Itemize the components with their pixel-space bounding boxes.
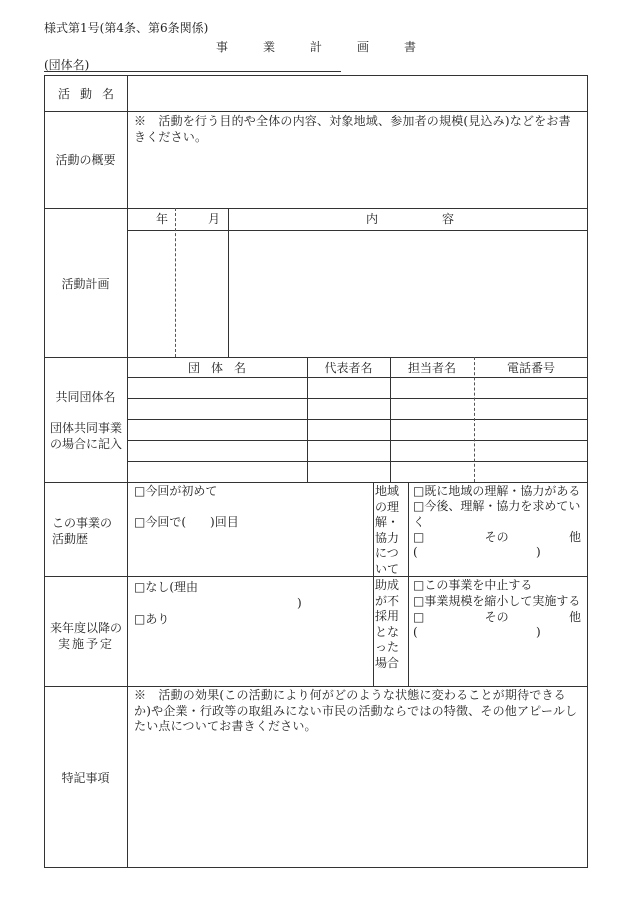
document-title	[216, 39, 416, 55]
partner-label: 共同団体名	[55, 390, 116, 404]
row-divider	[44, 482, 588, 483]
title-char: 事	[216, 40, 229, 54]
next-reason-close: )	[297, 596, 302, 610]
row-divider	[44, 357, 588, 358]
row-divider	[44, 686, 588, 687]
row-divider	[44, 208, 588, 209]
partner-sub-label: 団体共同事業の場合に記入	[50, 421, 123, 451]
activity-name-field[interactable]	[128, 76, 587, 111]
history-option-count[interactable]: □今回で( )回目	[134, 515, 239, 529]
special-field[interactable]	[128, 738, 587, 866]
title-char: 業	[262, 40, 275, 54]
overview-field[interactable]	[128, 145, 587, 207]
plan-content-field[interactable]	[229, 231, 587, 356]
area-other-open: (	[413, 545, 418, 559]
title-char: 計	[309, 40, 322, 54]
title-char: 画	[356, 40, 369, 54]
area-label: 地域の理解・協力について	[375, 484, 400, 576]
reject-option-cancel[interactable]: □この事業を中止する	[413, 578, 533, 592]
partner-header-contact: 担当者名	[407, 361, 456, 375]
overview-note: ※ 活動を行う目的や全体の内容、対象地域、参加者の規模(見込み)などをお書きください。	[134, 114, 571, 144]
reject-option-reduce[interactable]: □事業規模を縮小して実施する	[413, 594, 581, 608]
next-year-label-1: 来年度以降の	[50, 621, 123, 635]
row-divider	[44, 576, 588, 577]
partner-entry-area[interactable]	[128, 378, 587, 481]
area-option-seek[interactable]: □今後、理解・協力を求めていく	[413, 499, 581, 529]
plan-month-field[interactable]	[176, 231, 228, 356]
history-label-2: 活動歴	[52, 532, 89, 546]
area-label-divider	[408, 482, 409, 576]
form-number: 様式第1号(第4条、第6条関係)	[44, 21, 209, 35]
title-char: 書	[403, 40, 416, 54]
next-option-none[interactable]: □なし(理由	[134, 580, 199, 594]
partner-header-org: 団 体 名	[188, 361, 246, 375]
history-area-divider	[373, 482, 374, 576]
reject-other-open: (	[413, 625, 418, 639]
area-other-close: )	[536, 545, 541, 559]
history-label-1: この事業の	[52, 516, 113, 530]
next-year-label-2: 実施予定	[57, 637, 114, 651]
next-option-yes[interactable]: □あり	[134, 612, 170, 626]
reject-option-other[interactable]: □ その 他	[413, 610, 581, 624]
partner-header-rep: 代表者名	[324, 361, 373, 375]
org-name-underline[interactable]	[44, 71, 341, 72]
history-option-first[interactable]: □今回が初めて	[134, 484, 218, 498]
plan-header-year: 年	[155, 212, 168, 226]
row-divider	[44, 111, 588, 112]
plan-header-content: 内 容	[366, 212, 454, 226]
special-note: ※ 活動の効果(この活動により何がどのような状態に変わることが期待できるか)や企業・行政等の取組みにない市民の活動ならではの特徴、その他アピールしたい点についてお書きください。	[134, 688, 578, 733]
activity-name-label: 活 動 名	[58, 87, 114, 101]
partner-header-phone: 電話番号	[506, 361, 555, 375]
reject-label-divider	[408, 576, 409, 686]
next-reject-divider	[373, 576, 374, 686]
area-option-existing[interactable]: □既に地域の理解・協力がある	[413, 484, 581, 498]
reject-label: 助成が不採用となった場合	[375, 578, 400, 670]
plan-header-month: 月	[207, 212, 220, 226]
org-name-label: (団体名)	[44, 58, 90, 72]
plan-year-field[interactable]	[128, 231, 175, 356]
special-label: 特記事項	[61, 771, 110, 785]
reject-other-close: )	[536, 625, 541, 639]
plan-label: 活動計画	[61, 277, 110, 291]
area-option-other[interactable]: □ その 他	[413, 530, 581, 544]
overview-label: 活動の概要	[55, 153, 116, 167]
